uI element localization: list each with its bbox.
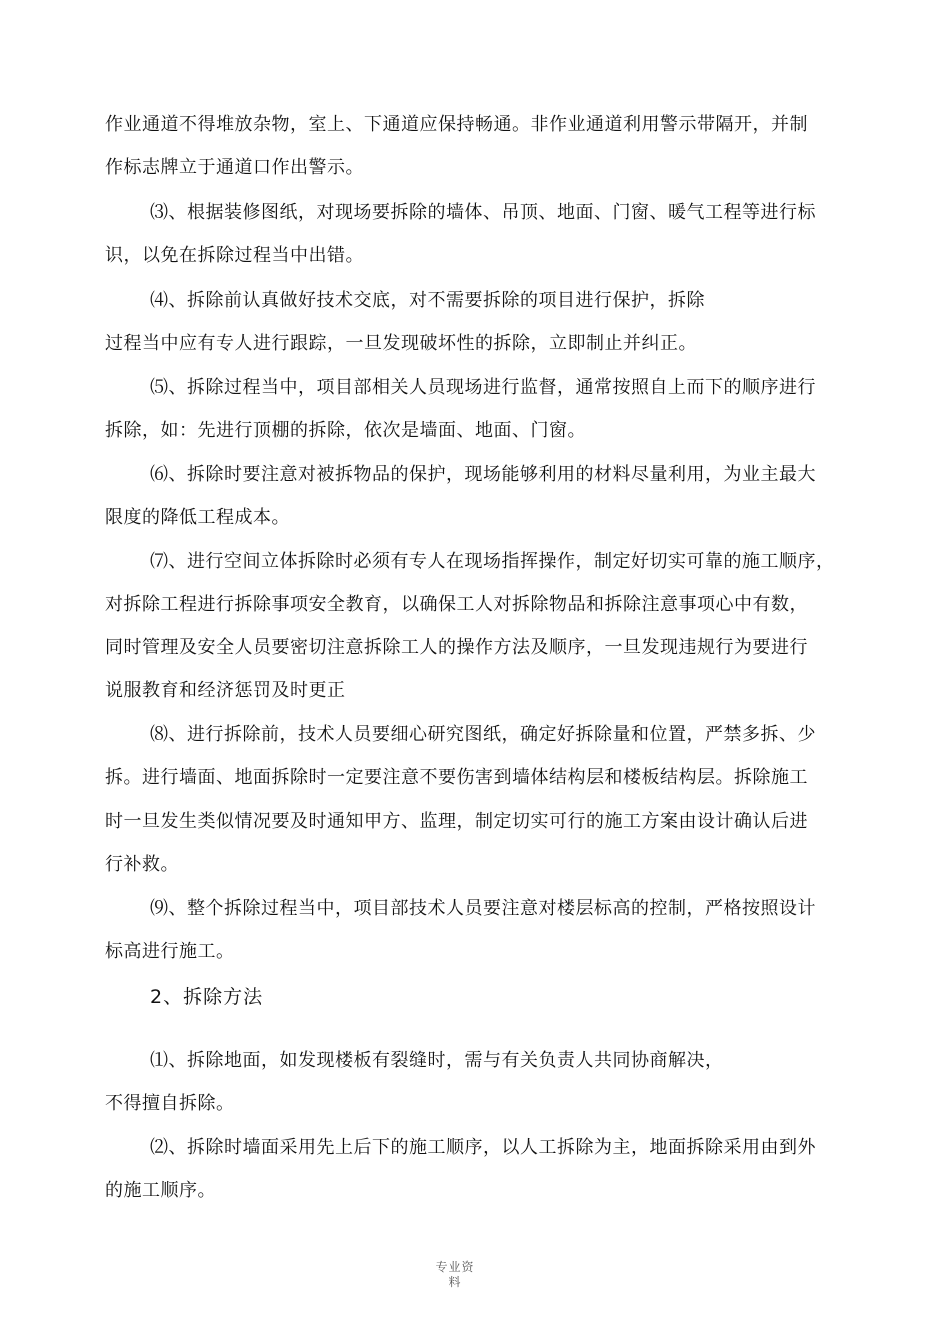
text-line: 说服教育和经济惩罚及时更正 xyxy=(105,680,346,701)
page-footer xyxy=(0,1260,910,1290)
text-line: 作标志牌立于通道口作出警示。 xyxy=(105,157,364,178)
footer-line: 料 xyxy=(448,1275,462,1289)
text-line: 同时管理及安全人员要密切注意拆除工人的操作方法及顺序，一旦发现违规行为要进行 xyxy=(105,637,808,658)
text-line: 拆除，如：先进行顶棚的拆除，依次是墙面、地面、门窗。 xyxy=(105,420,586,441)
list-item-9: ⑼、整个拆除过程当中，项目部技术人员要注意对楼层标高的控制，严格按照设计 xyxy=(150,898,816,919)
list-item-2: ⑵、拆除时墙面采用先上后下的施工顺序，以人工拆除为主，地面拆除采用由到外 xyxy=(150,1137,816,1158)
list-item-3: ⑶、根据装修图纸，对现场要拆除的墙体、吊顶、地面、门窗、暖气工程等进行标 xyxy=(150,202,816,223)
list-item-5: ⑸、拆除过程当中，项目部相关人员现场进行监督，通常按照自上而下的顺序进行 xyxy=(150,377,816,398)
text-line: 过程当中应有专人进行跟踪，一旦发现破坏性的拆除，立即制止并纠正。 xyxy=(105,333,697,354)
text-line: 拆。进行墙面、地面拆除时一定要注意不要伤害到墙体结构层和楼板结构层。拆除施工 xyxy=(105,767,808,788)
text-line: 限度的降低工程成本。 xyxy=(105,507,290,528)
text-line: 标高进行施工。 xyxy=(105,941,235,962)
footer-line: 专业资 xyxy=(435,1260,475,1274)
text-line: 对拆除工程进行拆除事项安全教育，以确保工人对拆除物品和拆除注意事项心中有数， xyxy=(105,594,808,615)
text-line: 的施工顺序。 xyxy=(105,1180,216,1201)
list-item-8: ⑻、进行拆除前，技术人员要细心研究图纸，确定好拆除量和位置，严禁多拆、少 xyxy=(150,724,816,745)
list-item-7: ⑺、进行空间立体拆除时必须有专人在现场指挥操作，制定好切实可靠的施工顺序， xyxy=(150,551,835,572)
section-heading: 2、拆除方法 xyxy=(150,986,264,1008)
list-item-6: ⑹、拆除时要注意对被拆物品的保护，现场能够利用的材料尽量利用，为业主最大 xyxy=(150,464,816,485)
text-line: 时一旦发生类似情况要及时通知甲方、监理，制定切实可行的施工方案由设计确认后进 xyxy=(105,811,808,832)
list-item-1: ⑴、拆除地面，如发现楼板有裂缝时，需与有关负责人共同协商解决， xyxy=(150,1050,724,1071)
text-line: 作业通道不得堆放杂物，室上、下通道应保持畅通。非作业通道利用警示带隔开，并制 xyxy=(105,114,808,135)
text-line: 行补救。 xyxy=(105,854,179,875)
text-line: 不得擅自拆除。 xyxy=(105,1093,235,1114)
text-line: 识，以免在拆除过程当中出错。 xyxy=(105,245,364,266)
list-item-4: ⑷、拆除前认真做好技术交底，对不需要拆除的项目进行保护，拆除 xyxy=(150,290,705,311)
